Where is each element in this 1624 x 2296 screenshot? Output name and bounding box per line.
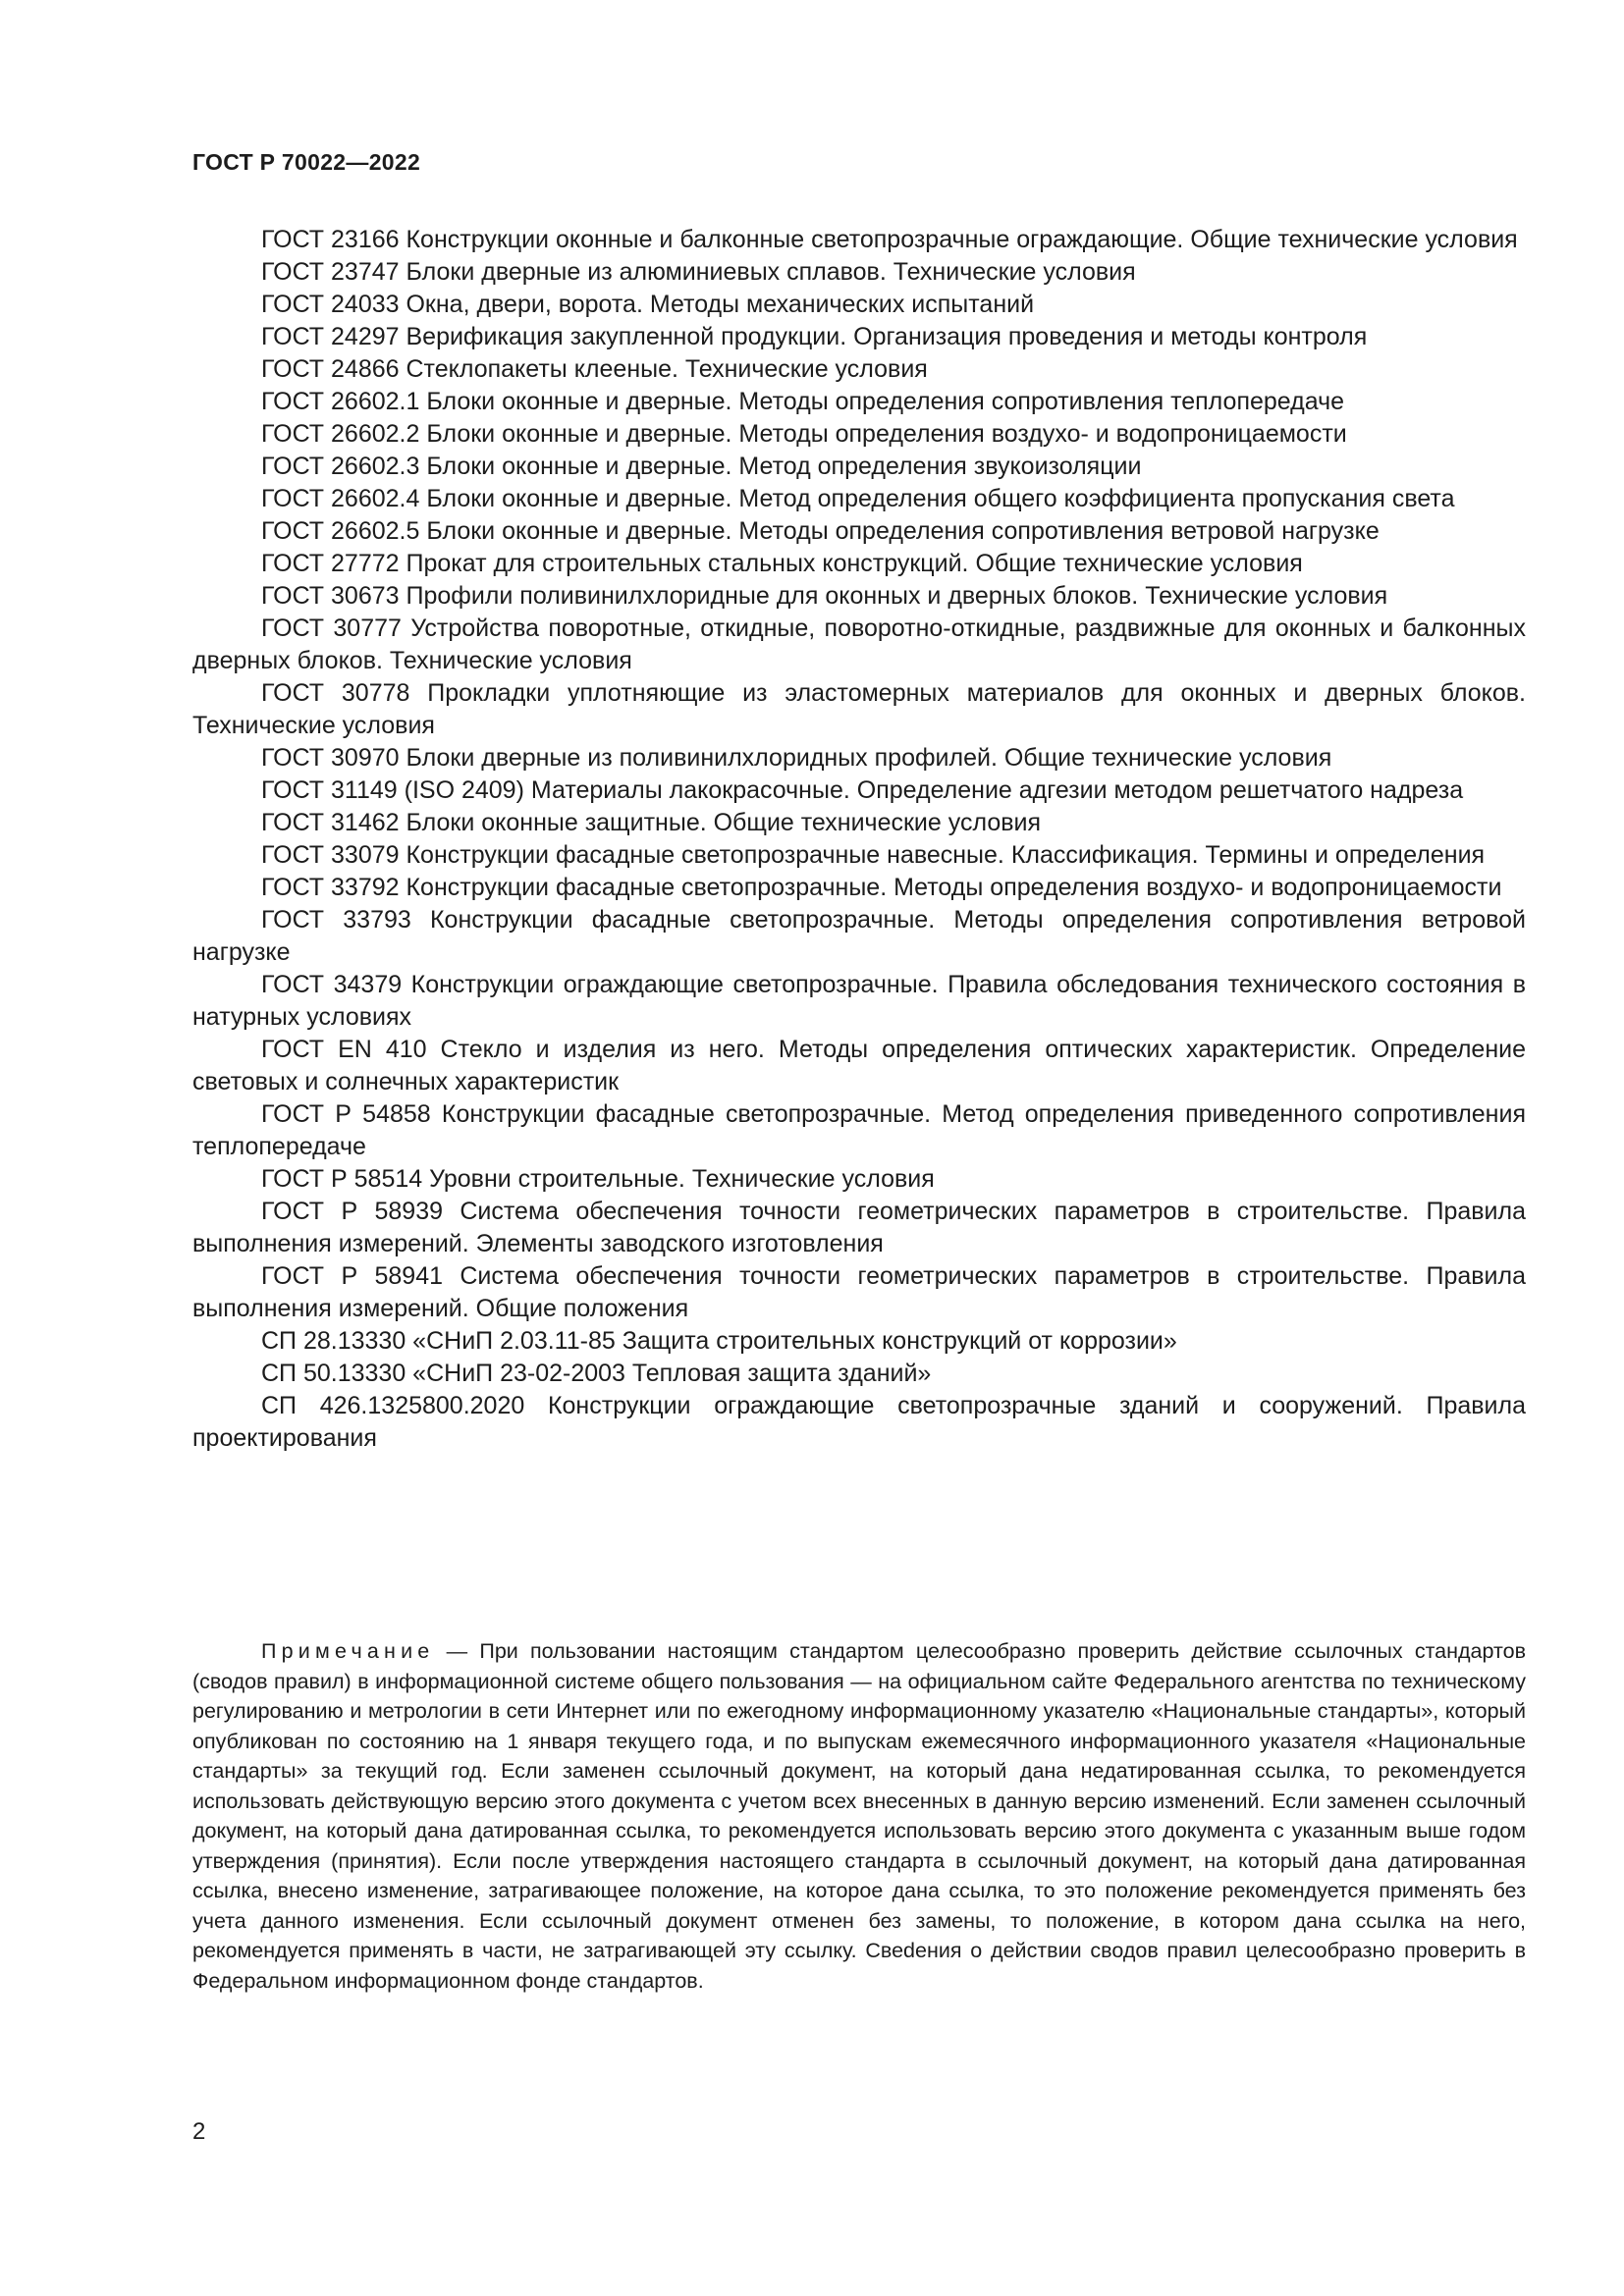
reference-item: ГОСТ 30777 Устройства поворотные, откидные, поворотно-откидные, раздвижные для оконных и балконных дверных блоков. Технические условия	[192, 614, 1526, 674]
reference-item: СП 50.13330 «СНиП 23-02-2003 Тепловая защита зданий»	[261, 1360, 932, 1387]
reference-item: ГОСТ Р 54858 Конструкции фасадные светопрозрачные. Метод определения приведенного сопротивления теплопередаче	[192, 1100, 1526, 1160]
page-number: 2	[192, 2118, 206, 2145]
reference-item: ГОСТ 26602.1 Блоки оконные и дверные. Методы определения сопротивления теплопередаче	[261, 388, 1345, 415]
document-header: ГОСТ Р 70022—2022	[192, 149, 421, 175]
note-paragraph	[192, 1636, 1526, 1996]
reference-item: СП 426.1325800.2020 Конструкции ограждающие светопрозрачные зданий и сооружений. Правила проектирования	[192, 1392, 1526, 1452]
reference-item: ГОСТ 30673 Профили поливинилхлоридные для оконных и дверных блоков. Технические условия	[261, 582, 1388, 610]
reference-item: СП 28.13330 «СНиП 2.03.11-85 Защита строительных конструкций от коррозии»	[261, 1327, 1177, 1355]
reference-item: ГОСТ Р 58941 Система обеспечения точности геометрических параметров в строительстве. Правила выполнения измерений. Общие положения	[192, 1262, 1526, 1322]
reference-item: ГОСТ 34379 Конструкции ограждающие светопрозрачные. Правила обследования технического состояния в натурных условиях	[192, 971, 1526, 1031]
reference-item: ГОСТ 31462 Блоки оконные защитные. Общие технические условия	[261, 809, 1042, 836]
reference-item: ГОСТ Р 58939 Система обеспечения точности геометрических параметров в строительстве. Правила выполнения измерений. Элементы заводского изготовления	[192, 1198, 1526, 1257]
reference-item: ГОСТ 24297 Верификация закупленной продукции. Организация проведения и методы контроля	[261, 323, 1368, 350]
normative-references-list	[192, 224, 1526, 1455]
reference-item: ГОСТ 33079 Конструкции фасадные светопрозрачные навесные. Классификация. Термины и определения	[261, 841, 1486, 869]
reference-item: ГОСТ 23166 Конструкции оконные и балконные светопрозрачные ограждающие. Общие технические условия	[261, 226, 1518, 253]
reference-item: ГОСТ 31149 (ISO 2409) Материалы лакокрасочные. Определение адгезии методом решетчатого надреза	[261, 776, 1464, 804]
reference-item: ГОСТ 24033 Окна, двери, ворота. Методы механических испытаний	[261, 291, 1035, 318]
reference-item: ГОСТ 30970 Блоки дверные из поливинилхлоридных профилей. Общие технические условия	[261, 744, 1332, 772]
reference-item: ГОСТ EN 410 Стекло и изделия из него. Методы определения оптических характеристик. Определение световых и солнечных характеристик	[192, 1036, 1526, 1095]
reference-item: ГОСТ 26602.4 Блоки оконные и дверные. Метод определения общего коэффициента пропускания света	[261, 485, 1455, 512]
reference-item: ГОСТ 26602.2 Блоки оконные и дверные. Методы определения воздухо- и водопроницаемости	[261, 420, 1347, 448]
reference-item: ГОСТ 26602.5 Блоки оконные и дверные. Методы определения сопротивления ветровой нагрузке	[261, 517, 1380, 545]
note-text: При пользовании настоящим стандартом целесообразно проверить действие ссылочных стандартов (сводов правил) в информационной системе общего пользования — на официальном сайте Федерального агентства по техническому регулированию и метрологии в сети Интернет или по ежегодному информационному указателю «Национальные стандарты», который опубликован по состоянию на 1 января текущего года, и по выпускам ежемесячного информационного указателя «Национальные стандарты» за текущий год. Если заменен ссылочный документ, на который дана недатированная ссылка, то рекомендуется использовать действующую версию этого документа с учетом всех внесенных в данную версию изменений. Если заменен ссылочный документ, на который дана датированная ссылка, то рекомендуется использовать версию этого документа с указанным выше годом утверждения (принятия). Если после утверждения настоящего стандарта в ссылочный документ, на который дана датированная ссылка, внесено изменение, затрагивающее положение, на которое дана ссылка, то это положение рекомендуется применять без учета данного изменения. Если ссылочный документ отменен без замены, то положение, в котором дана ссылка на него, рекомендуется применять в части, не затрагивающей эту ссылку. Свеdения о действии сводов правил целесообразно проверить в Федеральном информационном фонде стандартов.	[192, 1639, 1526, 1993]
reference-item: ГОСТ 27772 Прокат для строительных стальных конструкций. Общие технические условия	[261, 550, 1303, 577]
note-label: Примечание	[261, 1639, 435, 1663]
reference-item: ГОСТ 30778 Прокладки уплотняющие из эластомерных материалов для оконных и дверных блоков. Технические условия	[192, 679, 1526, 739]
reference-item: ГОСТ 33792 Конструкции фасадные светопрозрачные. Методы определения воздухо- и водопроницаемости	[261, 874, 1502, 901]
reference-item: ГОСТ 24866 Стеклопакеты клееные. Технические условия	[261, 355, 928, 383]
reference-item: ГОСТ 33793 Конструкции фасадные светопрозрачные. Методы определения сопротивления ветровой нагрузке	[192, 906, 1526, 966]
note-dash: —	[434, 1639, 480, 1663]
reference-item: ГОСТ 26602.3 Блоки оконные и дверные. Метод определения звукоизоляции	[261, 453, 1142, 480]
reference-item: ГОСТ Р 58514 Уровни строительные. Технические условия	[261, 1165, 935, 1193]
reference-item: ГОСТ 23747 Блоки дверные из алюминиевых сплавов. Технические условия	[261, 258, 1136, 286]
